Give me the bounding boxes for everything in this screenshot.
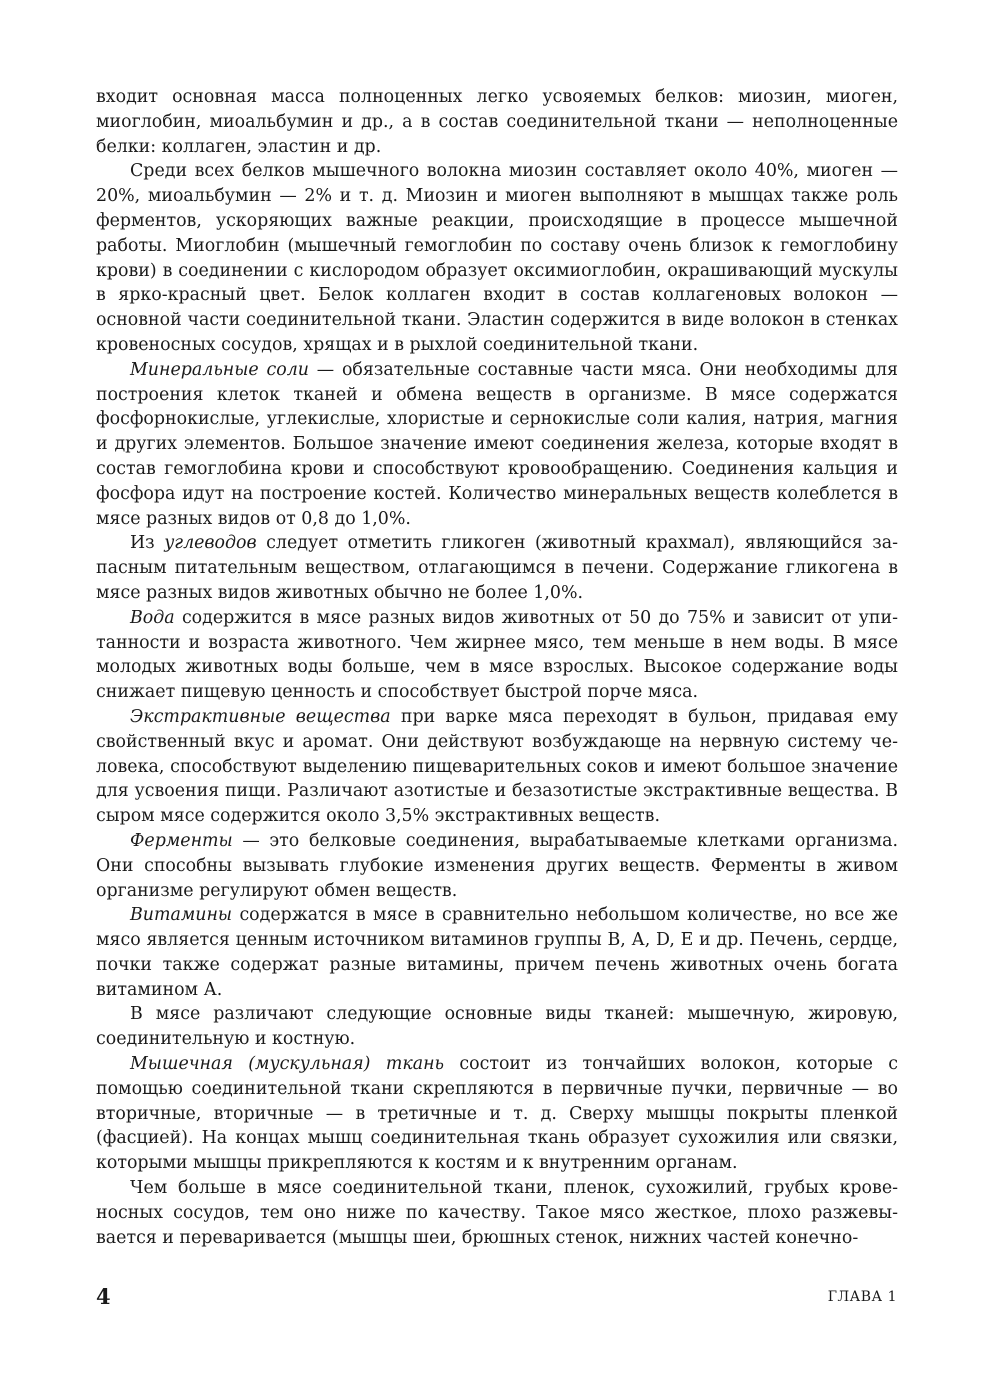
text-run: следует отметить гликоген (животный крахмал), являющийся запасным питательным веществом, отлагающимся в печени. Содержание гликогена в мясе разных видов животных обычно не более 1,0%. <box>96 533 898 603</box>
text-run: — обязательные составные части мяса. Они необходимы для построения клеток тканей и обмена веществ в организме. В мясе содержатся фосфорнокислые, углекислые, хлористые и сернокислые соли калия, натрия, магния и других элементов. Большое значение имеют соединения железа, которые входят в состав гемоглобина крови и способствуют кровообращению. Соединения кальция и фосфора идут на построение костей. Количество минеральных веществ колеблется в мясе разных видов от 0,8 до 1,0%. <box>96 359 898 529</box>
text-run: Из <box>130 533 165 554</box>
text-run: — это белковые соединения, вырабатываемые клетками организма. Они способны вызывать глубокие изменения других веществ. Ферменты в живом организме регулируют обмен веществ. <box>96 830 898 901</box>
text-run: Среди всех белков мышечного волокна миозин составляет около 40%, миоген — 20%, миоальбумин — 2% и т. д. Миозин и миоген выполняют в мышцах также роль ферментов, ускоряющих важные реакции, происходящие в процессе мышечной работы. Миоглобин (мышечный гемоглобин по составу очень близок к гемоглобину крови) в соединении с кислородом образует оксимиоглобин, окрашивающий мускулы в ярко-красный цвет. Белок коллаген входит в состав коллагеновых волокон — основной части соединительной ткани. Эластин содержится в виде волокон в стенках кровеносных сосудов, хрящах и в рыхлой соединительной ткани. <box>96 161 898 355</box>
page-number: 4 <box>96 1284 111 1309</box>
text-run: В мясе различают следующие основные виды тканей: мышечную, жировую, соединительную и костную. <box>96 1004 898 1050</box>
text-run: содержится в мясе разных видов животных от 50 до 75% и зависит от упитанности и возраста животного. Чем жирнее мясо, тем меньше в нем воды. В мясе молодых животных воды больше, чем в мясе взрослых. Высокое содержание воды снижает пищевую ценность и способствует быстрой порче мяса. <box>96 607 898 703</box>
term-italic: Витамины <box>130 905 233 926</box>
paragraph <box>96 606 898 705</box>
paragraph <box>96 358 898 532</box>
term-italic: углеводов <box>164 533 257 554</box>
paragraph <box>96 705 898 829</box>
text-run: Чем больше в мясе соединительной ткани, пленок, сухожилий, грубых кровеносных сосудов, тем оно ниже по качеству. Такое мясо жесткое, плохо разжевывается и переваривается (мышцы шеи, брюшных стенок, нижних частей конечно- <box>96 1178 898 1248</box>
term-italic: Мышечная (мускульная) ткань <box>130 1054 444 1075</box>
paragraph <box>96 1176 898 1250</box>
paragraph <box>96 1052 898 1176</box>
text-run: состоит из тончайших волокон, которые с помощью соединительной ткани скрепляются в первичные пучки, первичные — во вторичные, вторичные — в третичные и т. д. Сверху мышцы покрыты пленкой (фасцией). На концах мышц соединительная ткань образует сухожилия или связки, которыми мышцы прикрепляются к костям и к внутренним органам. <box>96 1054 898 1174</box>
term-italic: Вода <box>130 607 175 628</box>
text-run: входит основная масса полноценных легко усвояемых белков: миозин, миоген, миоглобин, миоальбумин и др., а в состав соединительной ткани — неполноценные белки: коллаген, эластин и др. <box>96 87 898 157</box>
paragraph <box>96 903 898 1002</box>
term-italic: Ферменты <box>130 830 233 851</box>
term-italic: Экстрактивные вещества <box>130 706 391 727</box>
paragraph <box>96 531 898 605</box>
text-run: содержатся в мясе в сравнительно небольшом количестве, но все же мясо является ценным источником витаминов группы В, А, D, Е и др. Печень, сердце, почки также содержат разные витамины, причем печень животных очень богата витамином А. <box>96 905 898 1000</box>
chapter-label: ГЛАВА 1 <box>827 1289 897 1305</box>
term-italic: Минеральные соли <box>130 359 309 380</box>
body-text <box>96 85 898 1250</box>
paragraph <box>96 159 898 357</box>
paragraph <box>96 1002 898 1052</box>
paragraph <box>96 829 898 903</box>
text-run: при варке мяса переходят в бульон, придавая ему свойственный вкус и аромат. Они действуют возбуждающе на нервную систему человека, способствуют выделению пищеварительных соков и имеют большое значение для усвоения пищи. Различают азотистые и безазотистые экстрактивные вещества. В сыром мясе содержится около 3,5% экстрактивных веществ. <box>96 706 898 827</box>
paragraph <box>96 85 898 159</box>
